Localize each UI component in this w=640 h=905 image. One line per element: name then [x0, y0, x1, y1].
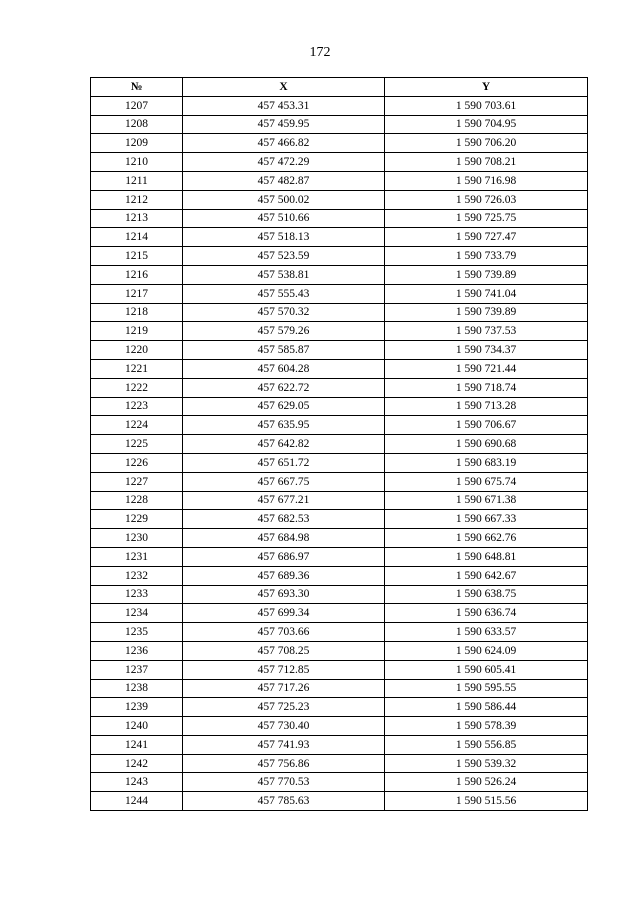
cell-y: 1 590 706.20 — [385, 134, 588, 153]
cell-y: 1 590 556.85 — [385, 735, 588, 754]
cell-number: 1226 — [91, 453, 183, 472]
cell-y: 1 590 675.74 — [385, 472, 588, 491]
cell-x: 457 708.25 — [183, 641, 385, 660]
cell-x: 457 770.53 — [183, 773, 385, 792]
table-row — [91, 209, 588, 228]
cell-y: 1 590 706.67 — [385, 416, 588, 435]
table-row — [91, 115, 588, 134]
cell-number: 1215 — [91, 247, 183, 266]
table-row — [91, 435, 588, 454]
cell-number: 1212 — [91, 190, 183, 209]
table-row — [91, 792, 588, 811]
cell-y: 1 590 741.04 — [385, 284, 588, 303]
table-row — [91, 397, 588, 416]
cell-x: 457 730.40 — [183, 717, 385, 736]
cell-y: 1 590 633.57 — [385, 623, 588, 642]
cell-x: 457 684.98 — [183, 529, 385, 548]
cell-x: 457 741.93 — [183, 735, 385, 754]
cell-y: 1 590 586.44 — [385, 698, 588, 717]
cell-y: 1 590 727.47 — [385, 228, 588, 247]
cell-y: 1 590 671.38 — [385, 491, 588, 510]
table-row — [91, 265, 588, 284]
cell-x: 457 712.85 — [183, 660, 385, 679]
header-y: Y — [385, 78, 588, 97]
cell-x: 457 518.13 — [183, 228, 385, 247]
cell-number: 1234 — [91, 604, 183, 623]
cell-x: 457 570.32 — [183, 303, 385, 322]
cell-x: 457 500.02 — [183, 190, 385, 209]
table-row — [91, 735, 588, 754]
cell-number: 1227 — [91, 472, 183, 491]
cell-y: 1 590 703.61 — [385, 96, 588, 115]
cell-number: 1210 — [91, 153, 183, 172]
cell-number: 1223 — [91, 397, 183, 416]
cell-x: 457 725.23 — [183, 698, 385, 717]
cell-y: 1 590 662.76 — [385, 529, 588, 548]
cell-number: 1231 — [91, 547, 183, 566]
table-row — [91, 491, 588, 510]
table-row — [91, 303, 588, 322]
table-row — [91, 510, 588, 529]
cell-x: 457 677.21 — [183, 491, 385, 510]
cell-y: 1 590 725.75 — [385, 209, 588, 228]
table-row — [91, 472, 588, 491]
cell-y: 1 590 713.28 — [385, 397, 588, 416]
cell-y: 1 590 642.67 — [385, 566, 588, 585]
cell-number: 1232 — [91, 566, 183, 585]
table-row — [91, 153, 588, 172]
cell-number: 1207 — [91, 96, 183, 115]
cell-x: 457 629.05 — [183, 397, 385, 416]
cell-x: 457 693.30 — [183, 585, 385, 604]
cell-y: 1 590 526.24 — [385, 773, 588, 792]
cell-y: 1 590 704.95 — [385, 115, 588, 134]
cell-number: 1216 — [91, 265, 183, 284]
cell-number: 1217 — [91, 284, 183, 303]
cell-number: 1214 — [91, 228, 183, 247]
cell-x: 457 689.36 — [183, 566, 385, 585]
cell-number: 1218 — [91, 303, 183, 322]
cell-x: 457 538.81 — [183, 265, 385, 284]
cell-x: 457 472.29 — [183, 153, 385, 172]
table-row — [91, 529, 588, 548]
cell-number: 1239 — [91, 698, 183, 717]
cell-number: 1228 — [91, 491, 183, 510]
cell-x: 457 555.43 — [183, 284, 385, 303]
header-row — [91, 78, 588, 97]
cell-y: 1 590 578.39 — [385, 717, 588, 736]
header-number: № — [91, 78, 183, 97]
cell-x: 457 642.82 — [183, 435, 385, 454]
cell-x: 457 579.26 — [183, 322, 385, 341]
cell-y: 1 590 737.53 — [385, 322, 588, 341]
table-row — [91, 660, 588, 679]
cell-number: 1230 — [91, 529, 183, 548]
table-row — [91, 547, 588, 566]
cell-y: 1 590 595.55 — [385, 679, 588, 698]
table-row — [91, 228, 588, 247]
cell-number: 1209 — [91, 134, 183, 153]
table-row — [91, 773, 588, 792]
cell-x: 457 717.26 — [183, 679, 385, 698]
table-body — [91, 96, 588, 810]
cell-y: 1 590 718.74 — [385, 378, 588, 397]
cell-x: 457 785.63 — [183, 792, 385, 811]
cell-x: 457 699.34 — [183, 604, 385, 623]
cell-x: 457 756.86 — [183, 754, 385, 773]
table-row — [91, 566, 588, 585]
cell-x: 457 682.53 — [183, 510, 385, 529]
table-row — [91, 359, 588, 378]
cell-y: 1 590 716.98 — [385, 171, 588, 190]
cell-number: 1241 — [91, 735, 183, 754]
table-row — [91, 322, 588, 341]
cell-y: 1 590 690.68 — [385, 435, 588, 454]
table-header — [91, 78, 588, 97]
table-row — [91, 190, 588, 209]
table-row — [91, 171, 588, 190]
cell-y: 1 590 539.32 — [385, 754, 588, 773]
cell-y: 1 590 605.41 — [385, 660, 588, 679]
cell-x: 457 651.72 — [183, 453, 385, 472]
table-row — [91, 754, 588, 773]
cell-number: 1236 — [91, 641, 183, 660]
cell-number: 1224 — [91, 416, 183, 435]
cell-x: 457 622.72 — [183, 378, 385, 397]
cell-number: 1229 — [91, 510, 183, 529]
cell-number: 1242 — [91, 754, 183, 773]
table-row — [91, 378, 588, 397]
cell-number: 1235 — [91, 623, 183, 642]
table-row — [91, 604, 588, 623]
table-row — [91, 96, 588, 115]
cell-y: 1 590 721.44 — [385, 359, 588, 378]
table-row — [91, 585, 588, 604]
cell-y: 1 590 648.81 — [385, 547, 588, 566]
cell-number: 1211 — [91, 171, 183, 190]
cell-number: 1221 — [91, 359, 183, 378]
cell-number: 1233 — [91, 585, 183, 604]
table-row — [91, 698, 588, 717]
cell-y: 1 590 515.56 — [385, 792, 588, 811]
cell-x: 457 635.95 — [183, 416, 385, 435]
cell-x: 457 466.82 — [183, 134, 385, 153]
table-row — [91, 247, 588, 266]
cell-number: 1208 — [91, 115, 183, 134]
cell-number: 1244 — [91, 792, 183, 811]
cell-number: 1225 — [91, 435, 183, 454]
cell-x: 457 667.75 — [183, 472, 385, 491]
cell-x: 457 482.87 — [183, 171, 385, 190]
cell-x: 457 703.66 — [183, 623, 385, 642]
cell-y: 1 590 734.37 — [385, 341, 588, 360]
cell-y: 1 590 638.75 — [385, 585, 588, 604]
cell-x: 457 453.31 — [183, 96, 385, 115]
coordinates-table — [90, 77, 588, 811]
table-row — [91, 641, 588, 660]
cell-number: 1237 — [91, 660, 183, 679]
cell-x: 457 585.87 — [183, 341, 385, 360]
cell-y: 1 590 739.89 — [385, 303, 588, 322]
cell-y: 1 590 667.33 — [385, 510, 588, 529]
table-row — [91, 416, 588, 435]
table-row — [91, 134, 588, 153]
cell-x: 457 523.59 — [183, 247, 385, 266]
table-row — [91, 341, 588, 360]
cell-x: 457 459.95 — [183, 115, 385, 134]
cell-y: 1 590 708.21 — [385, 153, 588, 172]
cell-number: 1222 — [91, 378, 183, 397]
cell-number: 1238 — [91, 679, 183, 698]
cell-x: 457 510.66 — [183, 209, 385, 228]
cell-number: 1240 — [91, 717, 183, 736]
table-row — [91, 284, 588, 303]
cell-y: 1 590 683.19 — [385, 453, 588, 472]
table-row — [91, 453, 588, 472]
cell-number: 1220 — [91, 341, 183, 360]
header-x: X — [183, 78, 385, 97]
cell-x: 457 686.97 — [183, 547, 385, 566]
table-row — [91, 679, 588, 698]
cell-y: 1 590 739.89 — [385, 265, 588, 284]
cell-y: 1 590 636.74 — [385, 604, 588, 623]
cell-number: 1219 — [91, 322, 183, 341]
table-row — [91, 717, 588, 736]
cell-y: 1 590 733.79 — [385, 247, 588, 266]
cell-number: 1243 — [91, 773, 183, 792]
table-row — [91, 623, 588, 642]
page-number: 172 — [309, 45, 331, 60]
cell-x: 457 604.28 — [183, 359, 385, 378]
cell-number: 1213 — [91, 209, 183, 228]
cell-y: 1 590 624.09 — [385, 641, 588, 660]
cell-y: 1 590 726.03 — [385, 190, 588, 209]
